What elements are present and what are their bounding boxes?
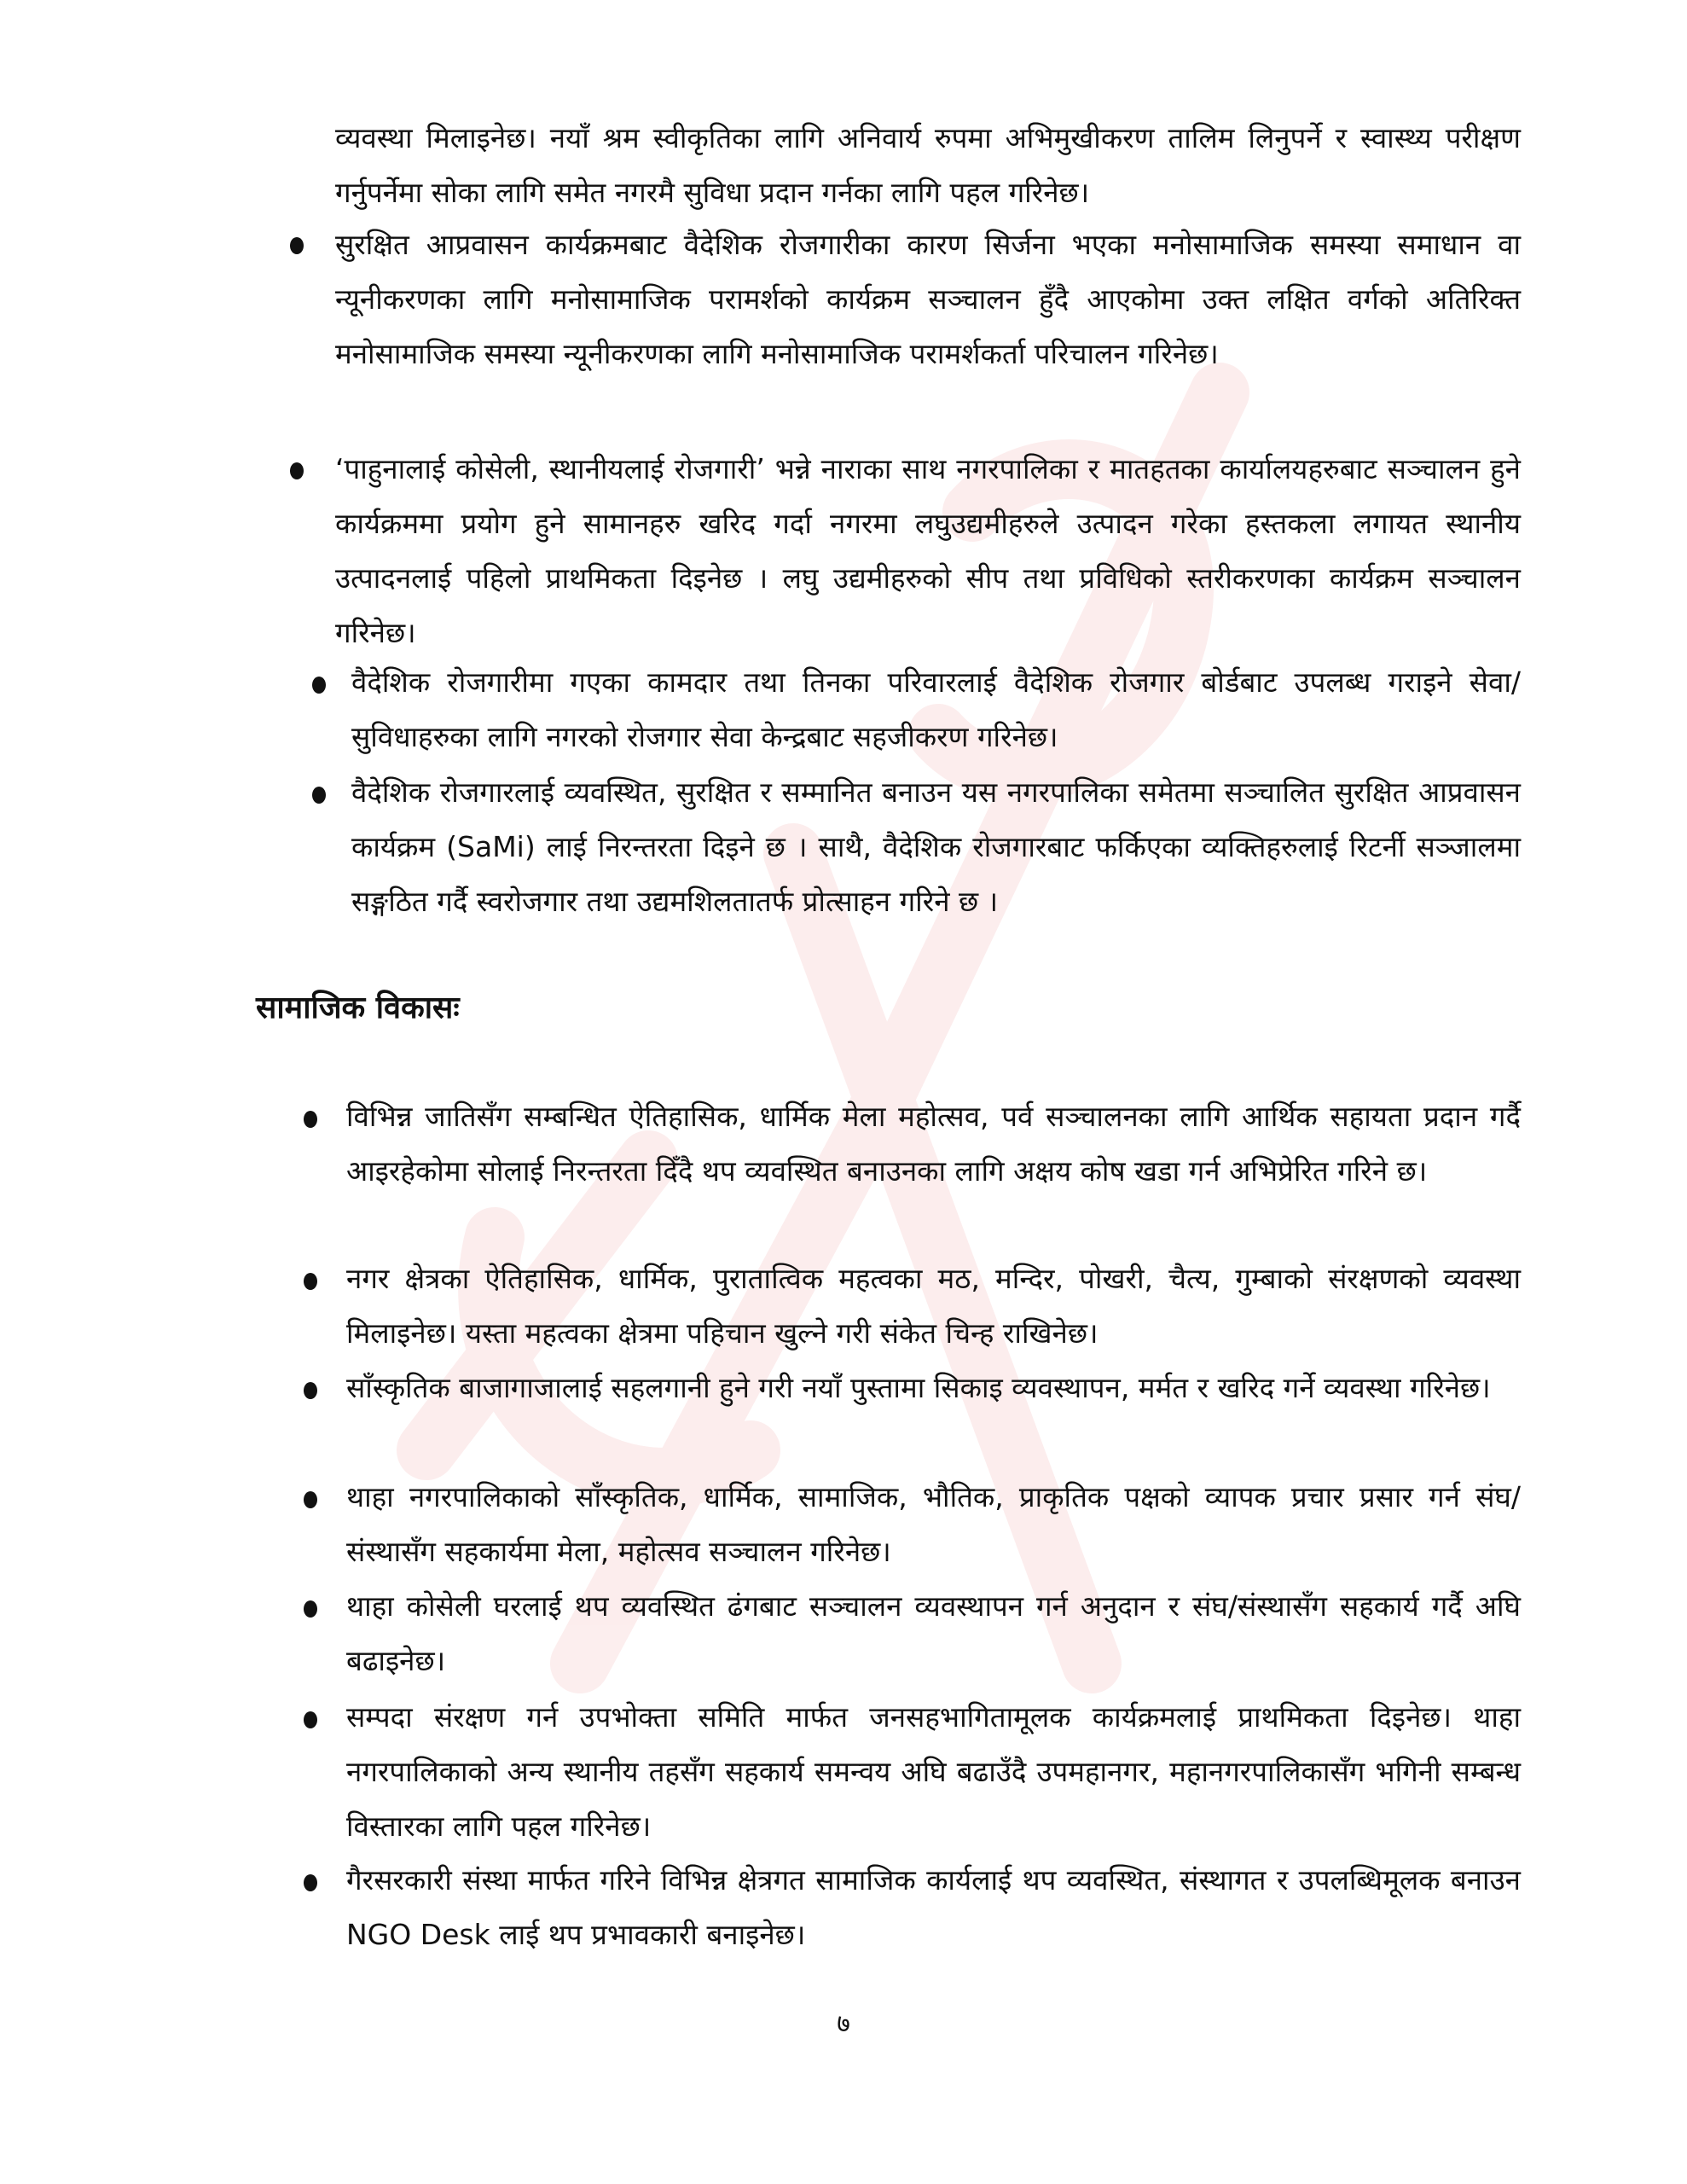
bullet-icon <box>304 1600 317 1618</box>
list-item: वैदेशिक रोजगारलाई व्यवस्थित, सुरक्षित र सम्मानित बनाउन यस नगरपालिका समेतमा सञ्चालित सुरक्षित आप्रवासन कार्यक्रम (SaMi) लाई निरन्तरता दिइने छ । साथै, वैदेशिक रोजगारबाट फर्किएका व्यक्तिहरुलाई रिटर्नी सञ्जालमा सङ्गठित गर्दै स्वरोजगार तथा उद्यमशिलतातर्फ प्रोत्साहन गरिने छ । <box>351 775 1521 918</box>
section-heading: सामाजिक विकासः <box>256 990 460 1025</box>
bullet-icon <box>304 1711 317 1728</box>
bullet-icon <box>304 1874 317 1891</box>
list-item: गैरसरकारी संस्था मार्फत गरिने विभिन्न क्षेत्रगत सामाजिक कार्यलाई थप व्यवस्थित, संस्थागत र उपलब्धिमूलक बनाउन NGO Desk लाई थप प्रभावकारी बनाइनेछ। <box>346 1863 1521 1951</box>
list-item: विभिन्न जातिसँग सम्बन्धित ऐतिहासिक, धार्मिक मेला महोत्सव, पर्व सञ्चालनका लागि आर्थिक सहायता प्रदान गर्दै आइरहेकोमा सोलाई निरन्तरता दिँदै थप व्यवस्थित बनाउनका लागि अक्षय कोष खडा गर्न अभिप्रेरित गरिने छ। <box>346 1100 1521 1188</box>
bullet-icon <box>304 1111 317 1128</box>
list-item: थाहा नगरपालिकाको साँस्कृतिक, धार्मिक, सामाजिक, भौतिक, प्राकृतिक पक्षको व्यापक प्रचार प्रसार गर्न संघ/संस्थासँग सहकार्यमा मेला, महोत्सव सञ्चालन गरिनेछ। <box>346 1480 1521 1568</box>
bullet-icon <box>290 237 304 254</box>
bullet-icon <box>312 787 326 804</box>
list-item: साँस्कृतिक बाजागाजालाई सहलगानी हुने गरी नयाँ पुस्तामा सिकाइ व्यवस्थापन, मर्मत र खरिद गर्ने व्यवस्था गरिनेछ। <box>346 1371 1491 1404</box>
page-number: ७ <box>837 2009 850 2039</box>
bullet-icon <box>304 1491 317 1508</box>
bullet-icon <box>304 1273 317 1290</box>
list-item: थाहा कोसेली घरलाई थप व्यवस्थित ढंगबाट सञ्चालन व्यवस्थापन गर्न अनुदान र संघ/संस्थासँग सहकार्य गर्दै अघि बढाइनेछ। <box>346 1589 1521 1677</box>
bullet-icon <box>304 1382 317 1399</box>
list-item: सम्पदा संरक्षण गर्न उपभोक्ता समिति मार्फत जनसहभागितामूलक कार्यक्रमलाई प्राथमिकता दिइनेछ। थाहा नगरपालिकाको अन्य स्थानीय तहसँग सहकार्य समन्वय अघि बढाउँदै उपमहानगर, महानगरपालिकासँग भगिनी सम्बन्ध विस्तारका लागि पहल गरिनेछ। <box>346 1700 1521 1843</box>
list-item: सुरक्षित आप्रवासन कार्यक्रमबाट वैदेशिक रोजगारीका कारण सिर्जना भएका मनोसामाजिक समस्या समाधान वा न्यूनीकरणका लागि मनोसामाजिक परामर्शको कार्यक्रम सञ्चालन हुँदै आएकोमा उक्त लक्षित वर्गको अतिरिक्त मनोसामाजिक समस्या न्यूनीकरणका लागि मनोसामाजिक परामर्शकर्ता परिचालन गरिनेछ। <box>335 228 1521 370</box>
list-item: ‘पाहुनालाई कोसेली, स्थानीयलाई रोजगारी’ भन्ने नाराका साथ नगरपालिका र मातहतका कार्यालयहरुबाट सञ्चालन हुने कार्यक्रममा प्रयोग हुने सामानहरु खरिद गर्दा नगरमा लघुउद्यमीहरुले उत्पादन गरेका हस्तकला लगायत स्थानीय उत्पादनलाई पहिलो प्राथमिकता दिइनेछ । लघु उद्यमीहरुको सीप तथा प्रविधिको स्तरीकरणका कार्यक्रम सञ्चालन गरिनेछ। <box>335 452 1521 649</box>
bullet-icon <box>290 462 304 479</box>
list-item: वैदेशिक रोजगारीमा गएका कामदार तथा तिनका परिवारलाई वैदेशिक रोजगार बोर्डबाट उपलब्ध गराइने सेवा/सुविधाहरुका लागि नगरको रोजगार सेवा केन्द्रबाट सहजीकरण गरिनेछ। <box>351 665 1521 753</box>
bullet-icon <box>312 677 326 694</box>
intro-paragraph: व्यवस्था मिलाइनेछ। नयाँ श्रम स्वीकृतिका लागि अनिवार्य रुपमा अभिमुखीकरण तालिम लिनुपर्ने र स्वास्थ्य परीक्षण गर्नुपर्नेमा सोका लागि समेत नगरमै सुविधा प्रदान गर्नका लागि पहल गरिनेछ। <box>335 121 1521 209</box>
list-item: नगर क्षेत्रका ऐतिहासिक, धार्मिक, पुरातात्विक महत्वका मठ, मन्दिर, पोखरी, चैत्य, गुम्बाको संरक्षणको व्यवस्था मिलाइनेछ। यस्ता महत्वका क्षेत्रमा पहिचान खुल्ने गरी संकेत चिन्ह राखिनेछ। <box>346 1262 1521 1350</box>
